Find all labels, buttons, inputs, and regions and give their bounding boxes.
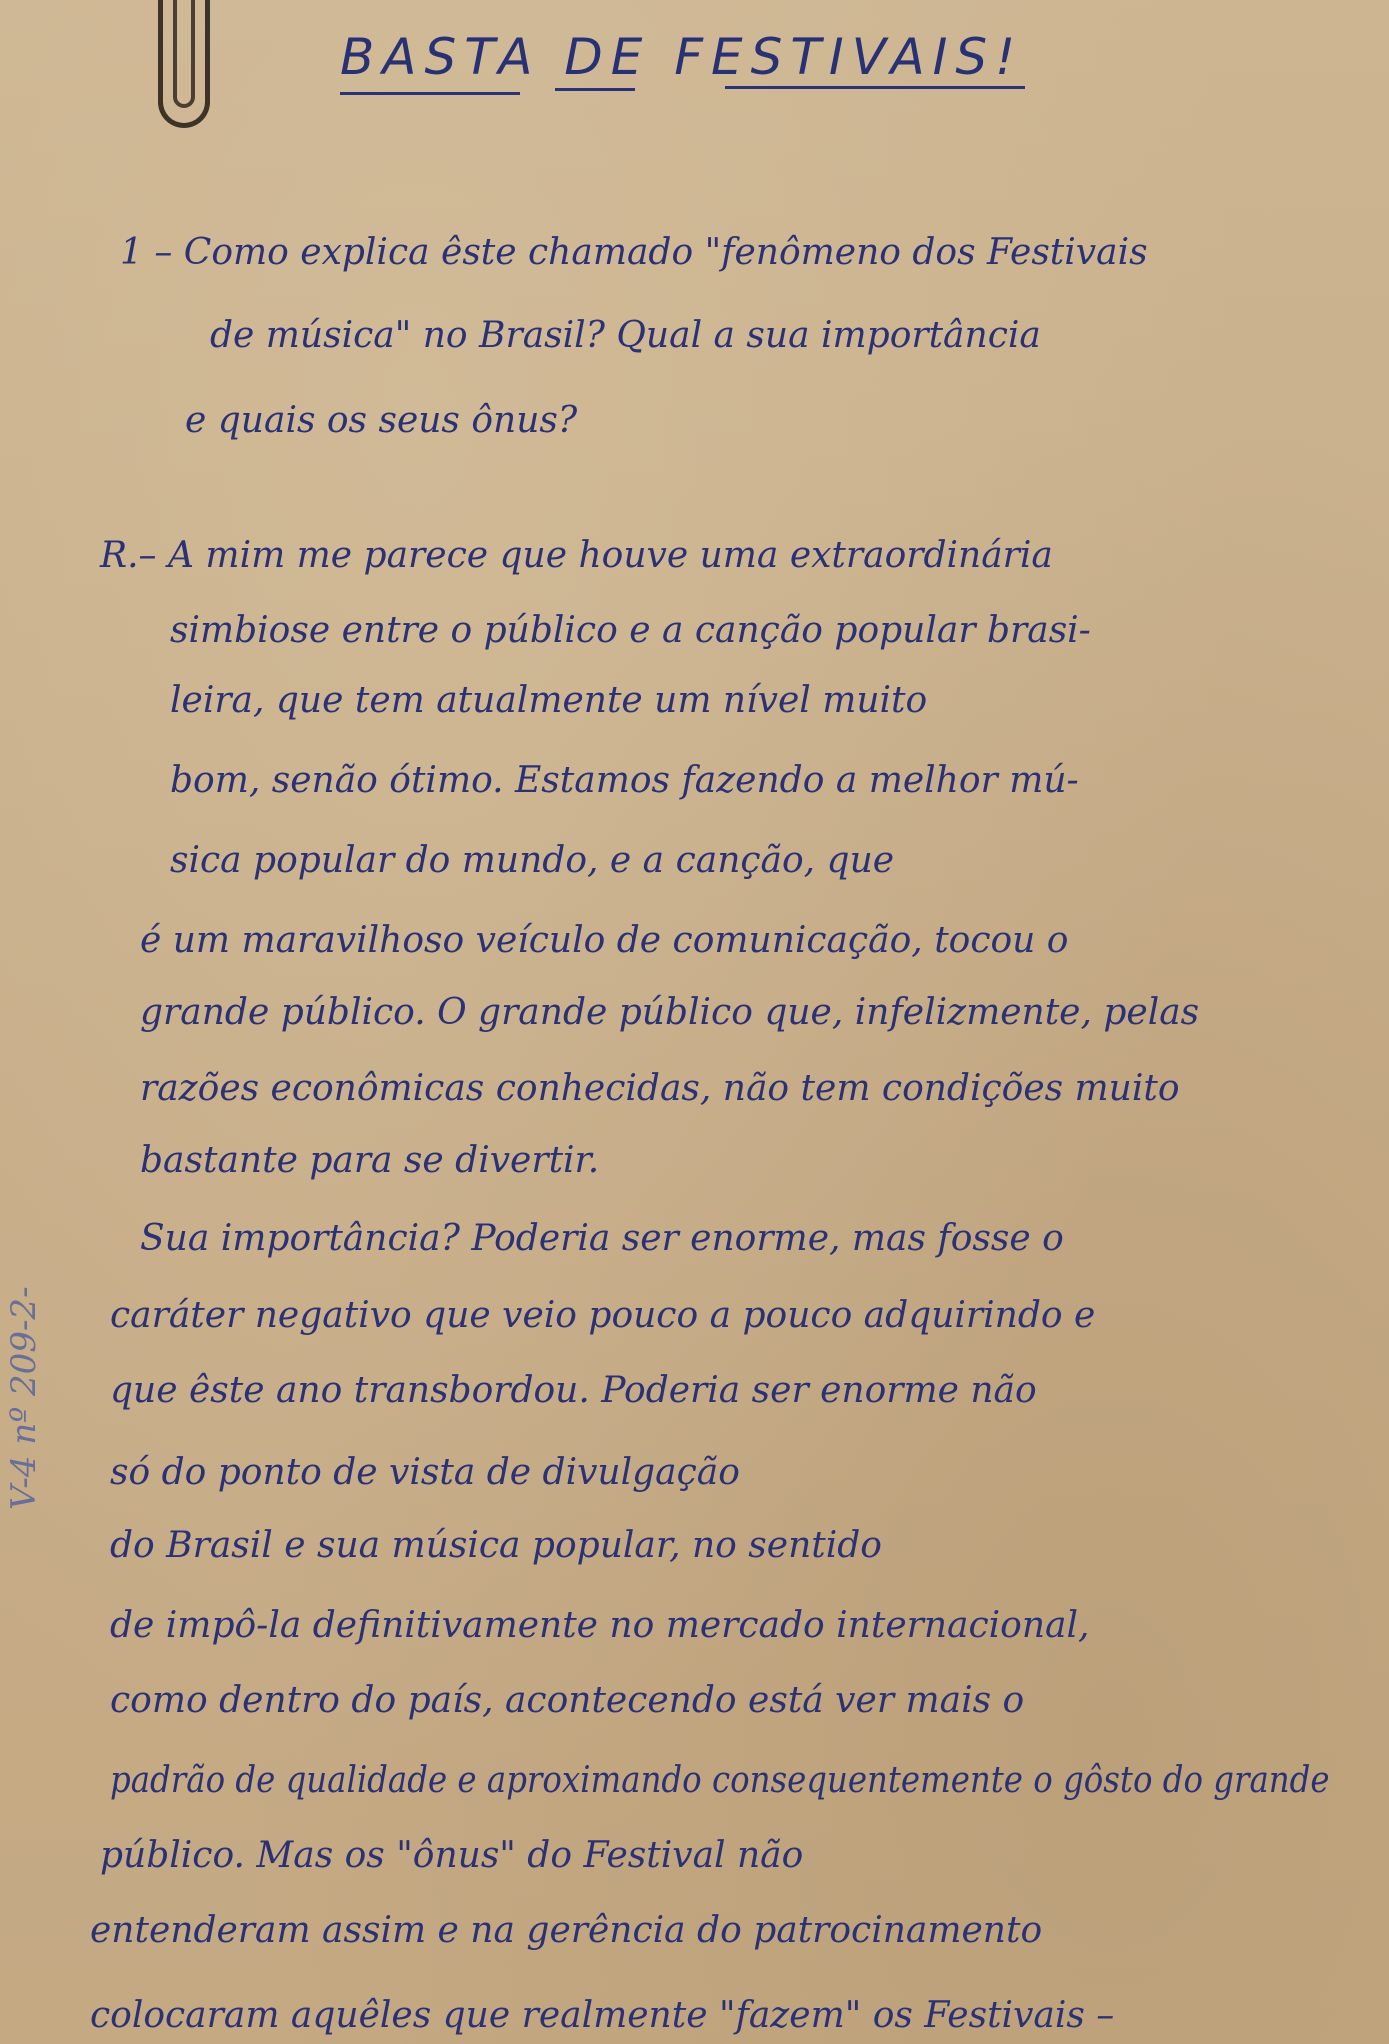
handwritten-line: caráter negativo que veio pouco a pouco adquirindo e [110, 1295, 1096, 1336]
title-underline-3 [725, 86, 1025, 89]
handwritten-line: só do ponto de vista de divulgação [110, 1452, 740, 1493]
handwritten-line: do Brasil e sua música popular, no sentido [110, 1525, 882, 1566]
handwritten-line: como dentro do país, acontecendo está ver mais o [110, 1680, 1025, 1721]
handwritten-line: que êste ano transbordou. Poderia ser enorme não [110, 1370, 1037, 1411]
handwritten-line: 1 – Como explica êste chamado "fenômeno dos Festivais [120, 232, 1148, 273]
handwritten-line: leira, que tem atualmente um nível muito [170, 680, 928, 721]
handwritten-line: razões econômicas conhecidas, não tem condições muito [140, 1068, 1180, 1109]
handwritten-line: bom, senão ótimo. Estamos fazendo a melhor mú- [170, 760, 1079, 801]
handwritten-line: e quais os seus ônus? [185, 400, 578, 441]
title-underline-2 [555, 88, 635, 91]
handwritten-line: R.– A mim me parece que houve uma extraordinária [100, 535, 1053, 576]
paper-clip-inner [173, 0, 195, 108]
handwritten-line: simbiose entre o público e a canção popular brasi- [170, 610, 1091, 651]
handwritten-line: bastante para se divertir. [140, 1140, 600, 1181]
handwritten-line: público. Mas os "ônus" do Festival não [100, 1835, 804, 1876]
handwritten-line: colocaram aquêles que realmente "fazem" os Festivais – [90, 1995, 1115, 2036]
handwritten-line: padrão de qualidade e aproximando consequentemente o gôsto do grande [110, 1760, 1330, 1801]
handwritten-line: é um maravilhoso veículo de comunicação, tocou o [140, 920, 1069, 961]
handwritten-line: sica popular do mundo, e a canção, que [170, 840, 895, 881]
handwritten-line: entenderam assim e na gerência do patrocinamento [90, 1910, 1043, 1951]
title-underline-1 [340, 92, 520, 95]
handwritten-line: de música" no Brasil? Qual a sua importância [210, 315, 1041, 356]
margin-note: V-4 nº 209-2- [4, 1286, 44, 1510]
handwritten-line: grande público. O grande público que, infelizmente, pelas [140, 992, 1200, 1033]
handwritten-line: de impô-la definitivamente no mercado internacional, [110, 1605, 1090, 1646]
handwritten-line: Sua importância? Poderia ser enorme, mas fosse o [140, 1218, 1064, 1259]
page-title: BASTA DE FESTIVAIS! [340, 28, 1024, 86]
